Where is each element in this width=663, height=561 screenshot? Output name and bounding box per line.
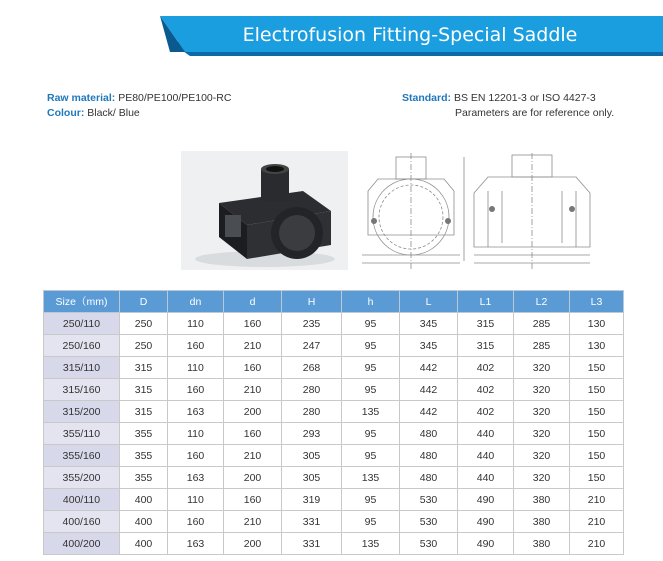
table-cell: 95 xyxy=(342,511,400,533)
table-cell: 442 xyxy=(400,357,458,379)
table-cell: 320 xyxy=(514,357,570,379)
table-cell: 490 xyxy=(458,533,514,555)
table-cell: 480 xyxy=(400,423,458,445)
table-row xyxy=(44,489,624,511)
table-cell: 480 xyxy=(400,445,458,467)
table-cell: 150 xyxy=(570,445,624,467)
table-cell: 200 xyxy=(224,533,282,555)
table-cell: 331 xyxy=(282,533,342,555)
table-cell: 95 xyxy=(342,357,400,379)
table-cell: 490 xyxy=(458,489,514,511)
table-cell: 210 xyxy=(570,533,624,555)
table-cell: 135 xyxy=(342,467,400,489)
table-cell: 355 xyxy=(120,423,168,445)
size-cell: 400/110 xyxy=(44,489,120,511)
table-row xyxy=(44,467,624,489)
colour-value: Black/ Blue xyxy=(87,107,140,119)
table-cell: 135 xyxy=(342,401,400,423)
table-row xyxy=(44,357,624,379)
table-cell: 400 xyxy=(120,489,168,511)
table-cell: 320 xyxy=(514,401,570,423)
size-cell: 250/110 xyxy=(44,313,120,335)
size-cell: 250/160 xyxy=(44,335,120,357)
standard-value: BS EN 12201-3 or ISO 4427-3 xyxy=(453,92,596,104)
table-cell: 130 xyxy=(570,313,624,335)
table-row xyxy=(44,533,624,555)
table-cell: 130 xyxy=(570,335,624,357)
table-cell: 355 xyxy=(120,467,168,489)
standard-info xyxy=(402,91,614,121)
table-header-row xyxy=(44,291,624,313)
table-cell: 480 xyxy=(400,467,458,489)
table-cell: 163 xyxy=(168,467,224,489)
table-cell: 95 xyxy=(342,379,400,401)
table-cell: 285 xyxy=(514,335,570,357)
table-cell: 530 xyxy=(400,533,458,555)
table-cell: 160 xyxy=(168,511,224,533)
table-cell: 442 xyxy=(400,401,458,423)
size-cell: 355/110 xyxy=(44,423,120,445)
table-row xyxy=(44,335,624,357)
table-cell: 135 xyxy=(342,533,400,555)
table-cell: 110 xyxy=(168,423,224,445)
table-cell: 163 xyxy=(168,533,224,555)
table-row xyxy=(44,511,624,533)
column-header: dn xyxy=(168,291,224,313)
table-row xyxy=(44,423,624,445)
table-cell: 400 xyxy=(120,533,168,555)
table-cell: 315 xyxy=(120,357,168,379)
size-cell: 315/110 xyxy=(44,357,120,379)
table-row xyxy=(44,379,624,401)
table-cell: 160 xyxy=(224,423,282,445)
spec-table xyxy=(43,290,624,555)
table-cell: 235 xyxy=(282,313,342,335)
column-header: h xyxy=(342,291,400,313)
table-cell: 95 xyxy=(342,313,400,335)
table-cell: 160 xyxy=(224,489,282,511)
table-cell: 440 xyxy=(458,445,514,467)
raw-material-value: PE80/PE100/PE100-RC xyxy=(118,92,232,104)
table-cell: 345 xyxy=(400,313,458,335)
column-header: H xyxy=(282,291,342,313)
saddle-fitting-photo xyxy=(181,151,348,270)
table-cell: 150 xyxy=(570,467,624,489)
table-cell: 247 xyxy=(282,335,342,357)
material-info xyxy=(47,91,231,121)
table-row xyxy=(44,401,624,423)
column-header: L xyxy=(400,291,458,313)
size-cell: 355/200 xyxy=(44,467,120,489)
table-cell: 442 xyxy=(400,379,458,401)
size-cell: 355/160 xyxy=(44,445,120,467)
table-cell: 160 xyxy=(168,379,224,401)
table-cell: 402 xyxy=(458,379,514,401)
table-cell: 110 xyxy=(168,489,224,511)
table-cell: 95 xyxy=(342,445,400,467)
table-cell: 345 xyxy=(400,335,458,357)
table-cell: 320 xyxy=(514,467,570,489)
table-cell: 210 xyxy=(224,511,282,533)
size-cell: 400/200 xyxy=(44,533,120,555)
table-cell: 355 xyxy=(120,445,168,467)
table-cell: 285 xyxy=(514,313,570,335)
reference-note: Parameters are for reference only. xyxy=(455,107,615,119)
table-cell: 530 xyxy=(400,511,458,533)
table-cell: 380 xyxy=(514,533,570,555)
table-cell: 150 xyxy=(570,423,624,445)
table-cell: 402 xyxy=(458,357,514,379)
table-cell: 315 xyxy=(120,401,168,423)
table-cell: 160 xyxy=(168,445,224,467)
table-cell: 160 xyxy=(168,335,224,357)
table-cell: 150 xyxy=(570,379,624,401)
table-cell: 95 xyxy=(342,423,400,445)
table-row xyxy=(44,313,624,335)
technical-drawing xyxy=(358,151,618,270)
table-cell: 95 xyxy=(342,335,400,357)
page-title: Electrofusion Fitting-Special Saddle xyxy=(242,24,578,46)
column-header: L1 xyxy=(458,291,514,313)
column-header: L3 xyxy=(570,291,624,313)
table-cell: 315 xyxy=(458,313,514,335)
table-cell: 210 xyxy=(224,445,282,467)
table-cell: 110 xyxy=(168,313,224,335)
table-cell: 380 xyxy=(514,489,570,511)
table-cell: 163 xyxy=(168,401,224,423)
table-cell: 319 xyxy=(282,489,342,511)
table-cell: 200 xyxy=(224,467,282,489)
table-cell: 280 xyxy=(282,379,342,401)
table-cell: 250 xyxy=(120,313,168,335)
size-cell: 315/160 xyxy=(44,379,120,401)
table-cell: 530 xyxy=(400,489,458,511)
table-cell: 210 xyxy=(570,489,624,511)
table-cell: 280 xyxy=(282,401,342,423)
table-row xyxy=(44,445,624,467)
table-cell: 250 xyxy=(120,335,168,357)
table-cell: 210 xyxy=(224,379,282,401)
table-cell: 320 xyxy=(514,445,570,467)
table-cell: 402 xyxy=(458,401,514,423)
table-cell: 210 xyxy=(570,511,624,533)
table-cell: 320 xyxy=(514,379,570,401)
table-cell: 490 xyxy=(458,511,514,533)
table-cell: 150 xyxy=(570,357,624,379)
table-cell: 440 xyxy=(458,423,514,445)
column-header: d xyxy=(224,291,282,313)
table-cell: 210 xyxy=(224,335,282,357)
colour-label: Colour: xyxy=(47,107,85,119)
table-cell: 200 xyxy=(224,401,282,423)
raw-material-label: Raw material: xyxy=(47,92,116,104)
table-cell: 305 xyxy=(282,467,342,489)
table-cell: 95 xyxy=(342,489,400,511)
table-cell: 160 xyxy=(224,313,282,335)
table-cell: 110 xyxy=(168,357,224,379)
table-cell: 315 xyxy=(458,335,514,357)
size-cell: 400/160 xyxy=(44,511,120,533)
table-cell: 150 xyxy=(570,401,624,423)
table-cell: 305 xyxy=(282,445,342,467)
table-cell: 331 xyxy=(282,511,342,533)
standard-label: Standard: xyxy=(402,92,452,104)
column-header: L2 xyxy=(514,291,570,313)
table-cell: 268 xyxy=(282,357,342,379)
table-cell: 315 xyxy=(120,379,168,401)
table-cell: 440 xyxy=(458,467,514,489)
table-cell: 320 xyxy=(514,423,570,445)
column-header: D xyxy=(120,291,168,313)
table-cell: 400 xyxy=(120,511,168,533)
table-cell: 160 xyxy=(224,357,282,379)
table-cell: 293 xyxy=(282,423,342,445)
size-cell: 315/200 xyxy=(44,401,120,423)
table-cell: 380 xyxy=(514,511,570,533)
column-header: Size（mm) xyxy=(44,291,120,313)
